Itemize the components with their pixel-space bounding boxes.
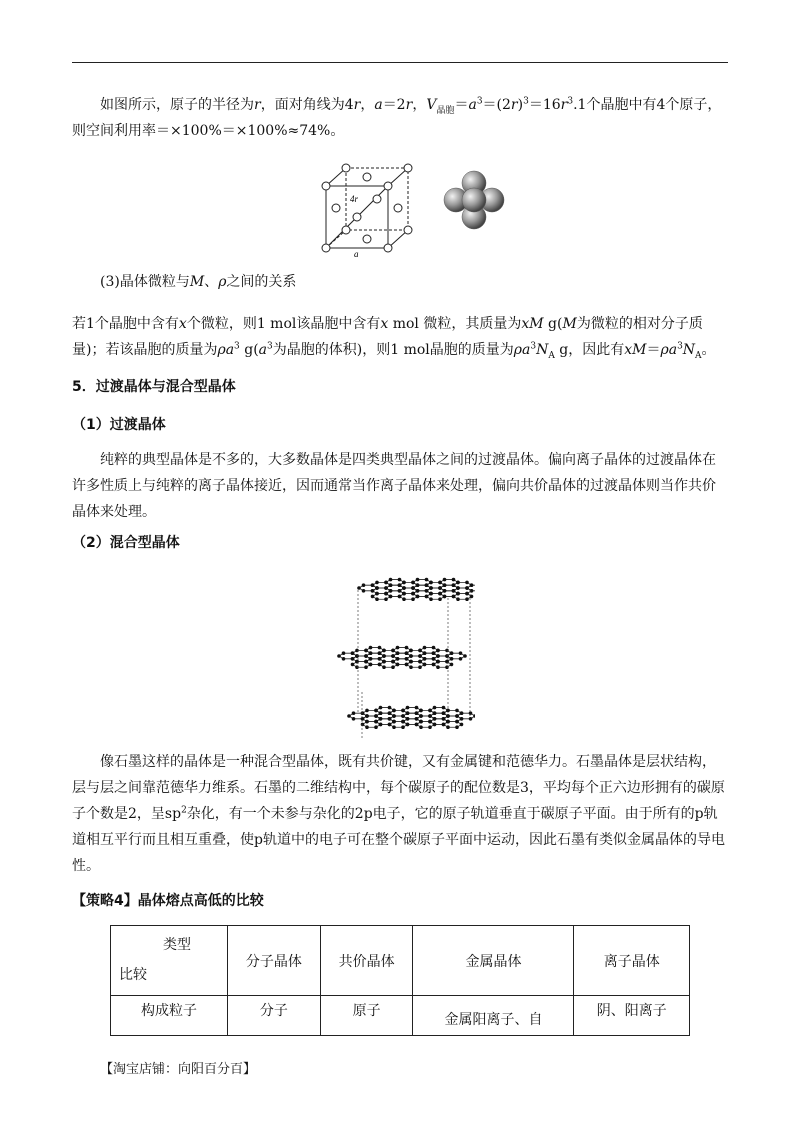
carbon-atom [460,723,464,727]
carbon-atom [392,720,396,724]
header-molecular: 分子晶体 [228,926,321,996]
carbon-atom [375,586,379,590]
carbon-atom [371,595,375,599]
carbon-atom [402,597,406,601]
carbon-atom [392,709,396,713]
carbon-atom [409,665,413,669]
section-5-2-heading: （2）混合型晶体 [72,535,180,551]
carbon-atom [371,583,375,587]
carbon-atom [392,725,396,729]
carbon-atom [391,665,395,669]
carbon-atom [438,592,442,596]
carbon-atom [396,663,400,667]
carbon-atom [425,595,429,599]
carbon-atom [392,714,396,718]
carbon-atom [438,581,442,585]
cell-ionic-particle: 阴、阳离子 [574,996,690,1036]
carbon-atom [470,583,474,587]
carbon-atom [352,717,356,721]
paragraph-particle-relation: 若1个晶胞中含有x个微粒，则1 mol该晶胞中含有x mol 微粒，其质量为xM g(M为微粒的相对分子质量)；若该晶胞的质量为$\rho a^3$ $g(a^3$为晶胞的体积)，则1 mol晶胞的质量为$\rho a^3N_A$ g，因此有$xM=\rho a^3N_A$。 [72,316,716,361]
carbon-atom [384,597,388,601]
carbon-atom [423,646,427,650]
carbon-atom [362,583,366,587]
carbon-atom [425,583,429,587]
carbon-atom [401,720,405,724]
carbon-atom [409,654,413,658]
carbon-atom [406,711,410,715]
carbon-atom [378,646,382,650]
carbon-atom [428,725,432,729]
label-a: a [354,249,359,259]
carbon-atom [460,717,464,721]
carbon-atom [442,717,446,721]
graphite-hexagon [457,713,475,719]
carbon-atom [374,709,378,713]
carbon-atom [455,720,459,724]
paragraph-transition-crystal: 纯粹的典型晶体是不多的，大多数晶体是四类典型晶体之间的过渡晶体。偏向离子晶体的过渡晶体在许多性质上与纯粹的离子晶体接近，因而通常当作离子晶体来处理，偏向共价晶体的过渡晶体则当作共价晶体来处理。 [72,452,716,520]
carbon-atom [443,578,447,582]
carbon-atom [364,649,368,653]
carbon-atom [459,651,463,655]
carbon-atom [443,595,447,599]
carbon-atom [411,592,415,596]
carbon-atom [396,646,400,650]
carbon-atom [365,720,369,724]
carbon-atom [419,720,423,724]
carbon-atom [455,725,459,729]
carbon-atom [432,657,436,661]
carbon-atom [418,665,422,669]
carbon-atom [388,711,392,715]
carbon-atom [428,720,432,724]
carbon-atom [425,589,429,593]
carbon-atom [443,583,447,587]
carbon-atom [436,665,440,669]
carbon-atom [351,651,355,655]
carbon-atom [347,714,351,718]
carbon-atom [401,725,405,729]
carbon-atom [465,581,469,585]
crystal-comparison-table [110,925,690,1036]
carbon-atom [418,654,422,658]
carbon-atom [446,725,450,729]
carbon-atom [401,709,405,713]
carbon-atom [357,586,361,590]
carbon-atom [436,660,440,664]
carbon-atom [382,665,386,669]
row-label-particles: 构成粒子 [111,996,228,1036]
cell-covalent-particle: 原子 [320,996,413,1036]
carbon-atom [391,660,395,664]
carbon-atom [375,581,379,585]
carbon-atom [378,663,382,667]
carbon-atom [365,725,369,729]
carbon-atom [401,714,405,718]
carbon-atom [361,711,365,715]
carbon-atom [361,723,365,727]
carbon-atom [352,711,356,715]
carbon-atom [419,714,423,718]
carbon-atom [456,581,460,585]
header-rule [72,62,728,63]
fcc-unit-cell-figure [310,160,520,260]
carbon-atom [463,654,467,658]
carbon-atom [379,723,383,727]
carbon-atom [406,706,410,710]
header-covalent: 共价晶体 [320,926,413,996]
carbon-atom [398,583,402,587]
carbon-atom [406,717,410,721]
carbon-atom [405,651,409,655]
carbon-atom [425,578,429,582]
carbon-atom [452,578,456,582]
carbon-atom [450,663,454,667]
corner-type-label: 类型 [163,937,191,953]
carbon-atom [398,589,402,593]
carbon-atom [455,709,459,713]
table-row-particles [111,996,690,1036]
carbon-atom [429,586,433,590]
carbon-atom [452,589,456,593]
carbon-atom [436,649,440,653]
carbon-atom [419,709,423,713]
carbon-atom [455,714,459,718]
carbon-atom [416,583,420,587]
carbon-atom [432,646,436,650]
graphite-hexagon [444,722,462,728]
carbon-atom [379,717,383,721]
carbon-atom [415,711,419,715]
carbon-atom [388,723,392,727]
carbon-atom [405,657,409,661]
carbon-atom [429,592,433,596]
carbon-atom [432,663,436,667]
graphite-layer-figure [330,568,475,738]
carbon-atom [351,657,355,661]
carbon-atom [389,589,393,593]
carbon-atom [446,720,450,724]
carbon-atom [438,586,442,590]
carbon-atom [460,711,464,715]
carbon-atom [415,706,419,710]
carbon-atom [456,592,460,596]
carbon-atom [443,589,447,593]
carbon-atom [450,657,454,661]
carbon-atom [364,654,368,658]
carbon-atom [465,586,469,590]
carbon-atom [433,706,437,710]
strategy-4-heading: 【策略4】晶体熔点高低的比较 [72,893,264,909]
carbon-atom [405,663,409,667]
carbon-atom [411,581,415,585]
carbon-atom [433,717,437,721]
graphite-hexagon [434,662,452,668]
carbon-atom [396,651,400,655]
carbon-atom [388,717,392,721]
carbon-atom [416,589,420,593]
carbon-atom [418,660,422,664]
carbon-atom [433,723,437,727]
carbon-atom [371,589,375,593]
carbon-atom [429,597,433,601]
carbon-atom [342,657,346,661]
carbon-atom [411,597,415,601]
carbon-atom [337,654,341,658]
carbon-atom [379,711,383,715]
carbon-atom [469,711,473,715]
carbon-atom [374,714,378,718]
carbon-atom [442,723,446,727]
paragraph-graphite: 像石墨这样的晶体是一种混合型晶体，既有共价键，又有金属键和范德华力。石墨晶体是层状结构，层与层之间靠范德华力维系。石墨的二维结构中，每个碳原子的配位数是3，平均每个正六边形拥有的碳原子个数是2，呈$sp^2$杂化，有一个未参与杂化的2p电子，它的原子轨道垂直于碳原子平面。由于所有的p轨道相互平行而且相互重叠，使p轨道中的电子可在整个碳原子平面中运动，因此石墨有类似金属晶体的导电性。 [72,754,725,874]
carbon-atom [405,646,409,650]
carbon-atom [465,597,469,601]
carbon-atom [419,725,423,729]
cell-molecular-particle: 分子 [228,996,321,1036]
graphite-hexagon [447,653,465,659]
carbon-atom [369,663,373,667]
carbon-atom [442,711,446,715]
carbon-atom [409,649,413,653]
carbon-atom [364,660,368,664]
carbon-atom [351,663,355,667]
carbon-atom [428,714,432,718]
carbon-atom [433,711,437,715]
carbon-atom [342,651,346,655]
carbon-atom [402,586,406,590]
carbon-atom [369,657,373,661]
carbon-atom [452,595,456,599]
carbon-atom [446,709,450,713]
carbon-atom [418,649,422,653]
corner-compare-label: 比较 [119,967,147,983]
carbon-atom [409,660,413,664]
section-3-heading: (3)晶体微粒与M、ρ之间的关系 [100,274,297,290]
graphite-hexagon [454,594,472,600]
carbon-atom [389,578,393,582]
carbon-atom [432,651,436,655]
carbon-atom [456,586,460,590]
carbon-atom [379,706,383,710]
carbon-atom [423,651,427,655]
close-packed-spheres [444,171,504,229]
label-4r: 4r [350,194,359,204]
carbon-atom [398,595,402,599]
carbon-atom [365,714,369,718]
carbon-atom [389,583,393,587]
carbon-atom [378,651,382,655]
section-5-1-heading: （1）过渡晶体 [72,417,166,433]
carbon-atom [450,651,454,655]
carbon-atom [459,657,463,661]
carbon-atom [384,592,388,596]
carbon-atom [384,581,388,585]
carbon-atom [388,706,392,710]
carbon-atom [382,660,386,664]
carbon-atom [438,597,442,601]
carbon-atom [416,578,420,582]
carbon-atom [423,657,427,661]
carbon-atom [384,586,388,590]
carbon-atom [415,717,419,721]
header-metallic: 金属晶体 [413,926,574,996]
carbon-atom [391,649,395,653]
carbon-atom [398,578,402,582]
section-5-heading: 5．过渡晶体与混合型晶体 [72,379,236,395]
carbon-atom [374,720,378,724]
carbon-atom [436,654,440,658]
carbon-atom [465,592,469,596]
carbon-atom [402,581,406,585]
carbon-atom [442,706,446,710]
cell-metallic-particle: 金属阳离子、自 [413,996,574,1036]
carbon-atom [389,595,393,599]
carbon-atom [411,586,415,590]
carbon-atom [364,665,368,669]
carbon-atom [452,583,456,587]
carbon-atom [406,723,410,727]
table-corner-cell [111,926,228,996]
carbon-atom [456,597,460,601]
header-ionic: 离子晶体 [574,926,690,996]
carbon-atom [374,725,378,729]
carbon-atom [375,597,379,601]
carbon-atom [429,581,433,585]
carbon-atom [423,663,427,667]
carbon-atom [446,714,450,718]
carbon-atom [361,717,365,721]
table-header-row [111,926,690,996]
carbon-atom [375,592,379,596]
carbon-atom [391,654,395,658]
carbon-atom [365,709,369,713]
carbon-atom [416,595,420,599]
paragraph-space-utilization: 如图所示，原子的半径为r，面对角线为4r，a＝2r，$V_{晶胞}=a^3=(2r)^3=16r^3.1$个晶胞中有4个原子，则空间利用率＝×100%＝×100%≈74%。 [72,96,722,139]
carbon-atom [369,651,373,655]
footer-shop: 【淘宝店铺：向阳百分百】 [100,1062,257,1077]
carbon-atom [402,592,406,596]
carbon-atom [428,709,432,713]
carbon-atom [469,717,473,721]
carbon-atom [382,649,386,653]
carbon-atom [396,657,400,661]
carbon-atom [362,589,366,593]
carbon-atom [378,657,382,661]
carbon-atom [382,654,386,658]
carbon-atom [415,723,419,727]
carbon-atom [369,646,373,650]
